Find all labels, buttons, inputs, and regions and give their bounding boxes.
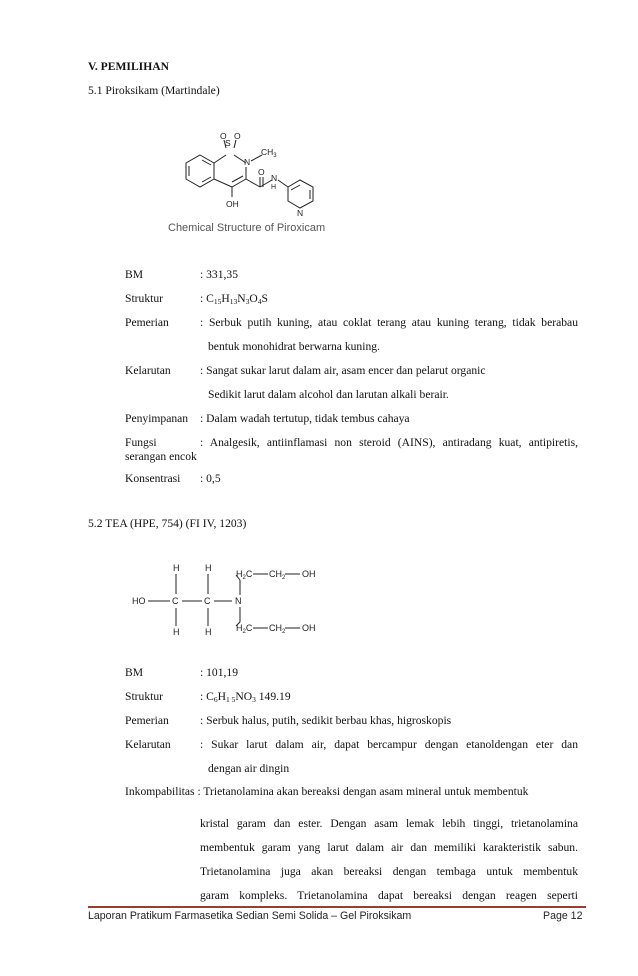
tea-group-ch2-bottom: $CH_2$ (269, 623, 286, 635)
pk-pemerian-line2: bentuk monohidrat berwarna kuning. (208, 340, 380, 353)
tea-bm-value: : 101,19 (200, 666, 239, 679)
pk-pemerian-label: Pemerian (125, 316, 169, 329)
tea-group-oh-top: OH (302, 569, 316, 579)
pk-struktur-label: Struktur (125, 292, 164, 305)
pk-kelarutan-label: Kelarutan (125, 364, 171, 377)
tea-atom-h3: H (173, 627, 180, 637)
tea-bm-label: BM (125, 666, 144, 679)
piroxicam-atom-s: S (225, 138, 231, 148)
tea-struktur-label: Struktur (125, 690, 164, 703)
piroxicam-atom-n-pyridine: N (297, 208, 304, 218)
tea-kelarutan-label: Kelarutan (125, 738, 171, 751)
pk-kelarutan-line1: : Sangat sukar larut dalam air, asam encer dan pelarut organic (200, 364, 486, 377)
tea-kelarutan-line1: : Sukar larut dalam air, dapat bercampur dengan etanoldengan eter dan (200, 738, 578, 751)
tea-pemerian-label: Pemerian (125, 714, 169, 727)
pk-bm-label: BM (125, 268, 144, 281)
footer-divider (88, 906, 586, 908)
piroxicam-atom-ch3: $CH_3$ (261, 147, 277, 159)
tea-atom-h2: H (205, 563, 212, 573)
pk-penyimpanan-value: : Dalam wadah tertutup, tidak tembus cahaya (200, 412, 410, 425)
pk-konsentrasi-label: Konsentrasi (125, 472, 181, 485)
tea-atom-c2: C (204, 596, 211, 606)
tea-inkompatibilitas: Inkompabilitas : Trietanolamina akan bereaksi dengan asam mineral untuk membentuk (125, 785, 529, 798)
page-number: Page 12 (543, 910, 583, 922)
tea-ink-line-4: garam kompleks. Trietanolamina dapat bereaksi dengan reagen seperti (200, 889, 578, 902)
tea-group-h2c-top: $H_2C$ (236, 569, 253, 581)
pk-penyimpanan-label: Penyimpanan (125, 412, 189, 425)
pk-struktur-value: : $C_{15}H_{13}N_3O_4S$ (200, 292, 268, 306)
tea-title: 5.2 TEA (HPE, 754) (FI IV, 1203) (88, 517, 247, 530)
piroxicam-atom-o-carbonyl: O (258, 167, 265, 177)
tea-atom-h1: H (173, 563, 180, 573)
pk-fungsi-line1: : Analgesik, antiinflamasi non steroid (AINS), antiradang kuat, antipiretis, (200, 436, 578, 449)
tea-group-ch2-top: $CH_2$ (269, 569, 286, 581)
pk-bm-value: : 331,35 (200, 268, 239, 281)
tea-atom-h4: H (205, 627, 212, 637)
piroxicam-caption: Chemical Structure of Piroxicam (168, 222, 326, 234)
pk-fungsi-line2: serangan encok (125, 450, 197, 463)
piroxicam-atom-oh: OH (226, 199, 239, 209)
tea-atom-ho: HO (132, 596, 146, 606)
tea-struktur-value: : $C_6H_{1 5}NO_3$ 149.19 (200, 690, 291, 704)
pk-pemerian-line1: : Serbuk putih kuning, atau coklat terang atau kuning terang, tidak berabau (200, 316, 578, 329)
tea-atom-c1: C (172, 596, 179, 606)
section-heading: V. PEMILIHAN (88, 60, 169, 73)
tea-structure-image (128, 560, 333, 640)
tea-group-oh-bottom: OH (302, 623, 316, 633)
pk-kelarutan-line2: Sedikit larut dalam alcohol dan larutan alkali berair. (208, 388, 449, 401)
tea-pemerian-value: : Serbuk halus, putih, sedikit berbau khas, higroskopis (200, 714, 452, 727)
piroxicam-structure-image (150, 115, 365, 235)
pk-fungsi-label: Fungsi (125, 436, 157, 449)
piroxicam-atom-nh: N (271, 173, 278, 183)
tea-atom-n: N (235, 596, 242, 606)
piroxicam-atom-o1: O (220, 131, 227, 141)
tea-ink-line-3: Trietanolamina juga akan bereaksi dengan tembaga untuk membentuk (200, 865, 578, 878)
pk-konsentrasi-value: : 0,5 (200, 472, 221, 485)
piroksikam-title: 5.1 Piroksikam (Martindale) (88, 84, 220, 97)
piroxicam-atom-n-ring: N (244, 157, 251, 167)
tea-ink-line-1: kristal garam dan ester. Dengan asam lemak lebih tinggi, trietanolamina (200, 817, 578, 830)
tea-ink-line-2: membentuk garam yang larut dalam air dan memiliki karakteristik sabun. (200, 841, 578, 854)
footer-title: Laporan Pratikum Farmasetika Sedian Semi Solida – Gel Piroksikam (88, 910, 412, 922)
tea-group-h2c-bottom: $H_2C$ (236, 623, 253, 635)
tea-kelarutan-line2: dengan air dingin (208, 762, 290, 775)
piroxicam-atom-h: H (271, 184, 277, 191)
piroxicam-atom-o2: O (234, 131, 241, 141)
